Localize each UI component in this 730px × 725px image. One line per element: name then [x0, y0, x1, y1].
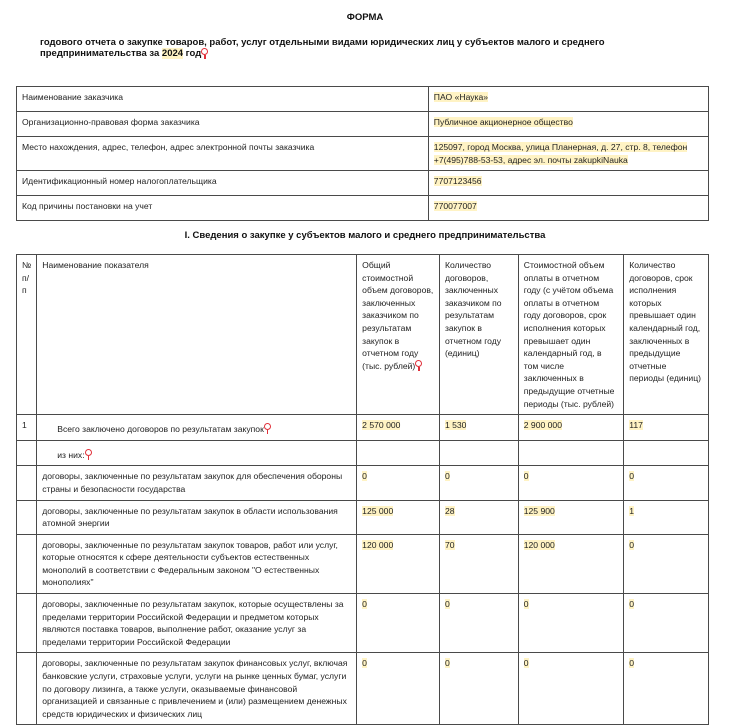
info-label: Наименование заказчика — [17, 87, 429, 112]
row-indicator-text: договоры, заключенные по результатам закупок для обеспечения обороны страны и безопасности государства — [42, 471, 343, 494]
info-value[interactable] — [428, 112, 708, 137]
header-indicator: Наименование показателя — [37, 255, 357, 415]
value-cell-v1[interactable] — [357, 594, 440, 653]
comment-pin-icon[interactable] — [85, 449, 92, 459]
value-text: 0 — [629, 658, 635, 669]
header-total-value-text: Общий стоимостной объем договоров, заключенных заказчиком по результатам закупок в отчетном году (тыс. рублей) — [362, 260, 434, 371]
comment-pin-icon[interactable] — [264, 423, 271, 433]
value-text: 0 — [523, 471, 529, 482]
value-text: 1 — [629, 505, 635, 516]
value-cell-v1[interactable] — [357, 466, 440, 500]
value-cell-v4[interactable] — [624, 440, 709, 466]
row-num — [17, 594, 37, 653]
row-indicator-text: договоры, заключенные по результатам закупок финансовых услуг, включая банковские услуги, страховые услуги, услуги на рынке ценных бумаг, услуги по договору лизинга, а также услуги, оказываемые финансовой организацией и связанные с привлечением и (или) размещением денежных средств юридических и физических лиц — [42, 658, 348, 719]
form-title: ФОРМА — [346, 12, 384, 23]
info-value-text: Публичное акционерное общество — [433, 117, 573, 127]
value-text: 28 — [444, 505, 455, 516]
value-cell-v4[interactable] — [624, 594, 709, 653]
value-text: 0 — [444, 599, 450, 610]
info-value-text: ПАО «Наука» — [433, 92, 489, 102]
row-indicator-text: договоры, заключенные по результатам закупок, которые осуществлены за пределами территории Российской Федерации и предметом которых являются поставка товаров, выполнение работ, оказание услуг за пределами территории Российской Федерации — [42, 599, 344, 647]
value-cell-v1[interactable] — [357, 415, 440, 441]
customer-info-table — [16, 86, 709, 221]
row-num — [17, 653, 37, 725]
row-num — [17, 466, 37, 500]
row-num: 1 — [17, 415, 37, 441]
header-contract-count: Количество договоров, заключенных заказчиком по результатам закупок в отчетном году (единиц) — [439, 255, 518, 415]
value-text: 1 530 — [444, 420, 467, 431]
info-value-text: 770077007 — [433, 201, 477, 212]
info-row — [17, 137, 709, 171]
value-text: 0 — [362, 658, 367, 669]
info-row — [17, 171, 709, 196]
info-value[interactable] — [428, 196, 708, 221]
header-total-value — [357, 255, 440, 415]
row-num — [17, 500, 37, 534]
header-payment-value: Стоимостной объем оплаты в отчетном году (с учётом объема оплаты в отчетном году договоров, срок исполнения которых превышает один календарный год, в том числе заключенных в предыдущие отчетные периоды (тыс. рублей) — [518, 255, 623, 415]
form-year[interactable]: 2024 — [161, 48, 184, 59]
value-cell-v3[interactable] — [518, 594, 623, 653]
value-text: 0 — [523, 599, 529, 610]
row-indicator-text: договоры, заключенные по результатам закупок в области использования атомной энергии — [42, 505, 338, 529]
value-cell-v2[interactable] — [439, 415, 518, 441]
value-text: 125 000 — [362, 505, 394, 516]
value-text: 0 — [629, 471, 635, 482]
value-text: 0 — [362, 599, 367, 610]
info-row — [17, 196, 709, 221]
value-text: 125 900 — [523, 505, 555, 516]
value-text: 117 — [629, 420, 643, 431]
info-label: Организационно-правовая форма заказчика — [17, 112, 429, 137]
value-text: 70 — [444, 539, 455, 550]
info-value[interactable] — [428, 171, 708, 196]
row-indicator-text: из них: — [57, 449, 85, 460]
value-text: 0 — [444, 471, 450, 482]
value-cell-v2[interactable] — [439, 534, 518, 593]
row-indicator — [37, 534, 357, 593]
value-text: 2 570 000 — [362, 420, 401, 431]
value-text: 2 900 000 — [523, 420, 562, 431]
value-cell-v1[interactable] — [357, 500, 440, 534]
header-multiyear-count: Количество договоров, срок исполнения которых превышает один календарный год, заключенных в предыдущие отчетные периоды (единиц) — [624, 255, 709, 415]
info-value-text: 7707123456 — [433, 176, 482, 187]
header-num: № п/п — [17, 255, 37, 415]
table-row — [17, 534, 709, 593]
value-cell-v3[interactable] — [518, 500, 623, 534]
value-cell-v4[interactable] — [624, 534, 709, 593]
value-cell-v3[interactable] — [518, 653, 623, 725]
row-indicator-text: Всего заключено договоров по результатам закупок — [57, 424, 264, 435]
row-indicator-text: договоры, заключенные по результатам закупок товаров, работ или услуг, которые относятся к сфере деятельности субъектов естественных монополий в соответствии с Федеральным законом "О естественных монополиях" — [42, 539, 338, 588]
value-cell-v2[interactable] — [439, 653, 518, 725]
table-row — [17, 500, 709, 534]
table-row — [17, 415, 709, 441]
info-value-text: 125097, город Москва, улица Планерная, д. 27, стр. 8, телефон +7(495)788-53-53, адрес эл. почты zakupkiNauka — [433, 142, 688, 165]
form-subtitle-post: год — [183, 48, 202, 59]
value-text: 0 — [362, 471, 367, 482]
value-cell-v2[interactable] — [439, 500, 518, 534]
value-cell-v2[interactable] — [439, 594, 518, 653]
value-cell-v3[interactable] — [518, 534, 623, 593]
value-cell-v4[interactable] — [624, 653, 709, 725]
info-label: Идентификационный номер налогоплательщика — [17, 171, 429, 196]
value-text: 0 — [629, 539, 635, 550]
table-row — [17, 440, 709, 466]
table-header-row — [17, 255, 709, 415]
table-row — [17, 594, 709, 653]
info-label: Код причины постановки на учет — [17, 196, 429, 221]
value-cell-v3[interactable] — [518, 415, 623, 441]
info-value[interactable] — [428, 137, 708, 171]
value-text: 0 — [444, 658, 450, 669]
info-value[interactable] — [428, 87, 708, 112]
comment-pin-icon[interactable] — [415, 360, 422, 370]
value-cell-v4[interactable] — [624, 466, 709, 500]
value-text: 0 — [523, 658, 529, 669]
section-title: I. Сведения о закупке у субъектов малого и среднего предпринимательства — [184, 230, 546, 241]
form-subtitle — [40, 37, 690, 59]
value-text: 120 000 — [362, 539, 394, 550]
row-indicator — [37, 466, 357, 500]
row-indicator — [37, 500, 357, 534]
row-indicator — [37, 594, 357, 653]
value-cell-v2[interactable] — [439, 440, 518, 466]
value-cell-v3[interactable] — [518, 440, 623, 466]
value-cell-v1[interactable] — [357, 534, 440, 593]
row-indicator — [37, 653, 357, 725]
value-cell-v2[interactable] — [439, 466, 518, 500]
row-num — [17, 534, 37, 593]
row-indicator — [37, 440, 357, 466]
value-cell-v3[interactable] — [518, 466, 623, 500]
value-cell-v1[interactable] — [357, 440, 440, 466]
row-num — [17, 440, 37, 466]
table-row — [17, 466, 709, 500]
value-cell-v4[interactable] — [624, 415, 709, 441]
info-row — [17, 87, 709, 112]
value-text: 0 — [629, 599, 635, 610]
comment-pin-icon[interactable] — [201, 48, 208, 58]
table-row — [17, 653, 709, 725]
table-body — [17, 415, 709, 725]
row-indicator — [37, 415, 357, 441]
value-cell-v1[interactable] — [357, 653, 440, 725]
form-subtitle-pre: годового отчета о закупке товаров, работ, услуг отдельными видами юридических лиц у субъектов малого и среднего предпринимательства за — [40, 37, 605, 59]
value-cell-v4[interactable] — [624, 500, 709, 534]
value-text: 120 000 — [523, 539, 555, 550]
info-label: Место нахождения, адрес, телефон, адрес электронной почты заказчика — [17, 137, 429, 171]
sme-procurement-table — [16, 254, 709, 725]
info-row — [17, 112, 709, 137]
